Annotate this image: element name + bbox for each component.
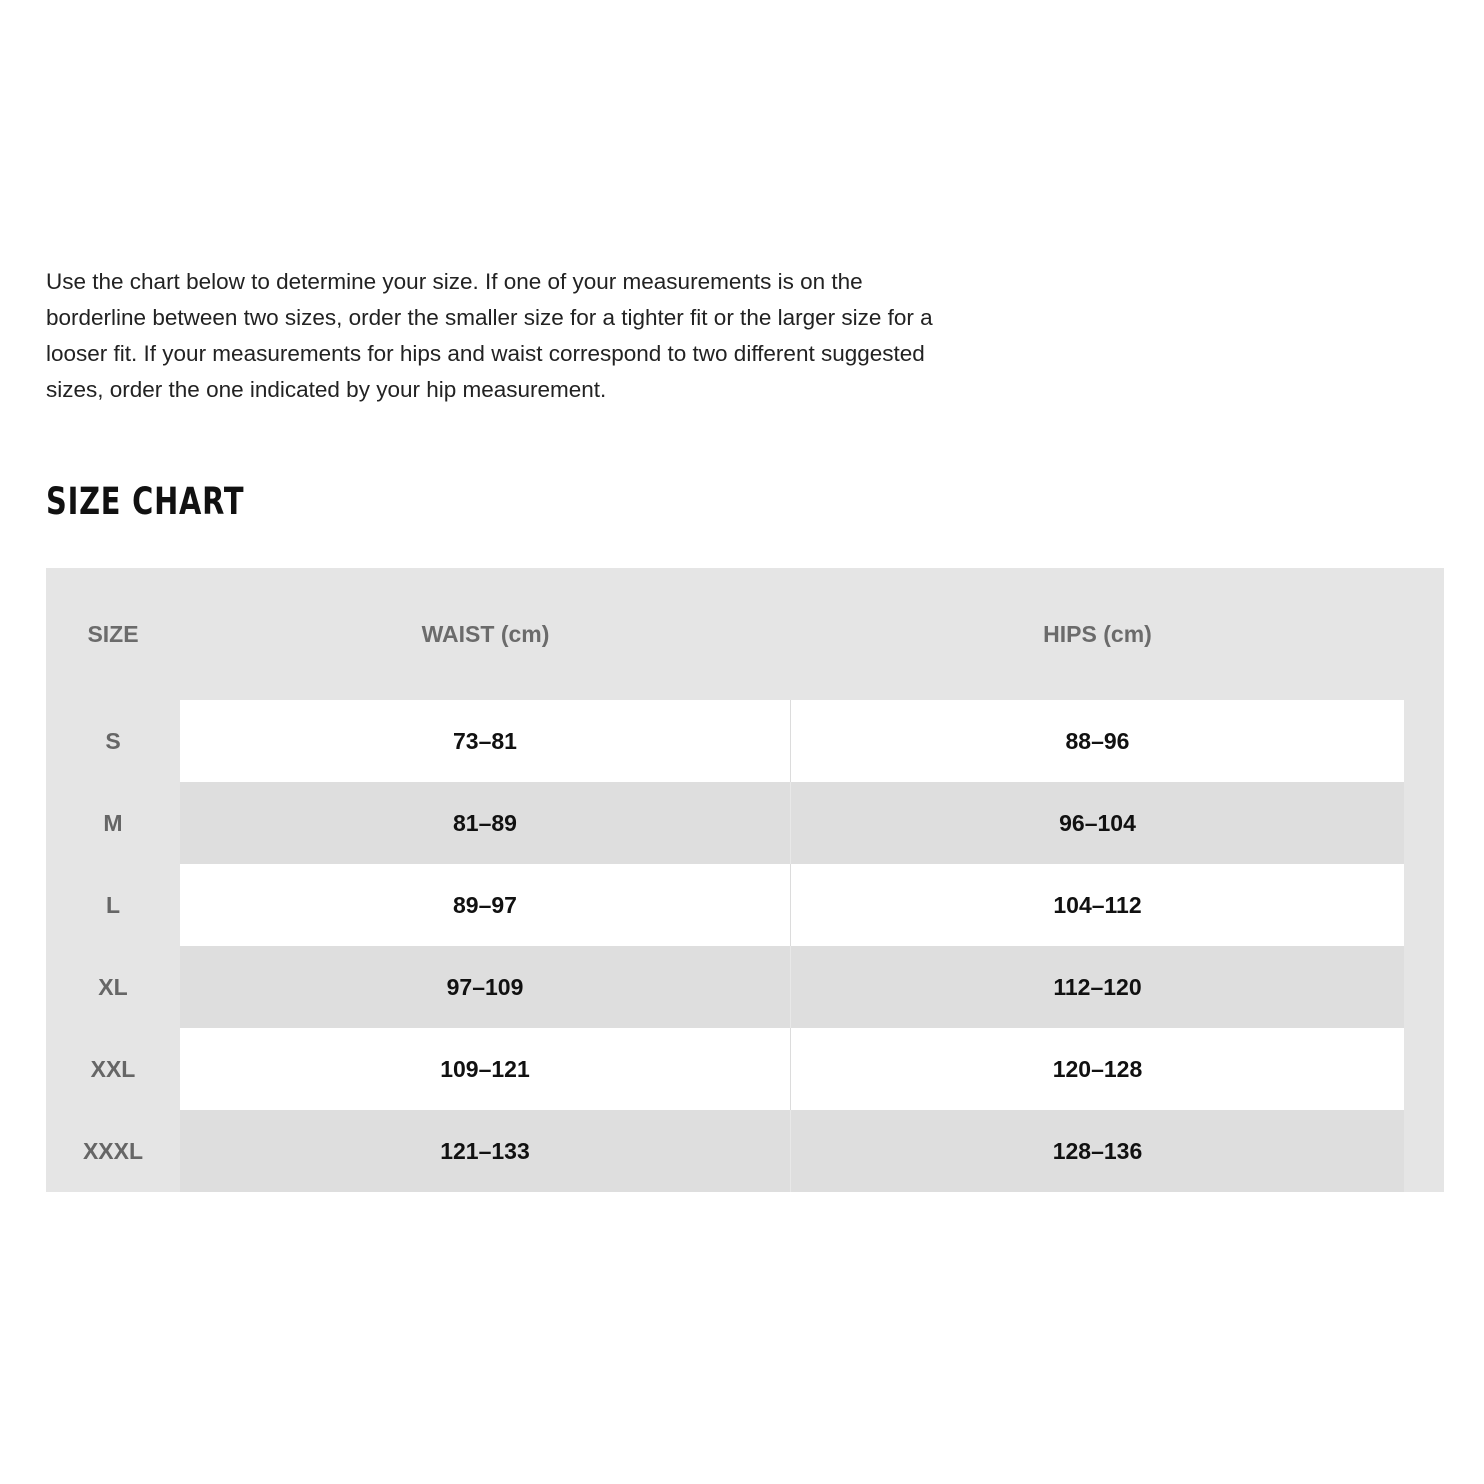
hips-value: 96–104 bbox=[791, 782, 1404, 864]
size-label: M bbox=[103, 810, 123, 836]
waist-value: 97–109 bbox=[180, 946, 791, 1028]
waist-value: 121–133 bbox=[180, 1110, 791, 1192]
waist-value: 89–97 bbox=[180, 864, 791, 946]
size-label: L bbox=[105, 892, 121, 918]
size-label: XXXL bbox=[82, 1138, 144, 1164]
table-row bbox=[46, 864, 1444, 946]
hips-value: 120–128 bbox=[791, 1028, 1404, 1110]
table-row bbox=[46, 1110, 1444, 1192]
table-row bbox=[46, 782, 1444, 864]
size-label: XXL bbox=[90, 1056, 136, 1082]
size-label: XL bbox=[98, 974, 128, 1000]
table-row bbox=[46, 1028, 1444, 1110]
header-waist: WAIST (cm) bbox=[421, 621, 550, 647]
table-row bbox=[46, 700, 1444, 782]
waist-value: 73–81 bbox=[180, 700, 791, 782]
hips-value: 104–112 bbox=[791, 864, 1404, 946]
header-hips: HIPS (cm) bbox=[1043, 621, 1152, 647]
intro-text: Use the chart below to determine your size. If one of your measurements is on the borderline between two sizes, order the smaller size for a tighter fit or the larger size for a looser fit. If your measurements for hips and waist correspond to two different suggested sizes, order the one indicated by your hip measurement. bbox=[46, 269, 933, 402]
waist-value: 109–121 bbox=[180, 1028, 791, 1110]
size-label: S bbox=[105, 728, 121, 754]
table-body bbox=[46, 700, 1444, 1192]
hips-value: 112–120 bbox=[791, 946, 1404, 1028]
hips-value: 128–136 bbox=[791, 1110, 1404, 1192]
table-header-row bbox=[46, 568, 1444, 700]
table-row bbox=[46, 946, 1444, 1028]
size-chart-title: SIZE CHART bbox=[46, 480, 245, 523]
header-size: SIZE bbox=[87, 621, 139, 647]
waist-value: 81–89 bbox=[180, 782, 791, 864]
hips-value: 88–96 bbox=[791, 700, 1404, 782]
size-chart-table bbox=[46, 568, 1444, 1192]
